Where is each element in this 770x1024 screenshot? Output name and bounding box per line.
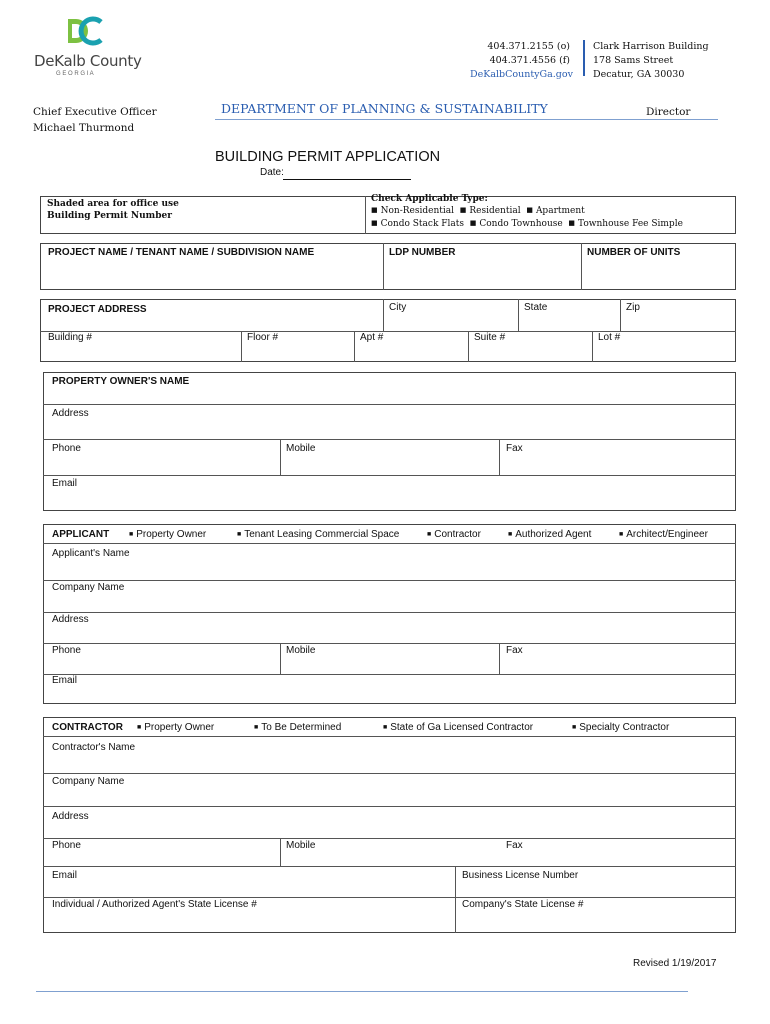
revised-date: Revised 1/19/2017 xyxy=(633,958,717,969)
type-townhouse-fee-simple[interactable]: ■ Townhouse Fee Simple xyxy=(568,219,682,229)
project-address-field[interactable]: PROJECT ADDRESS xyxy=(48,304,147,315)
director-title: Director xyxy=(646,106,691,118)
address-line-1: Clark Harrison Building xyxy=(593,41,709,52)
contractor-address-field[interactable]: Address xyxy=(52,811,89,822)
contractor-phone-field[interactable]: Phone xyxy=(52,840,81,851)
form-title: BUILDING PERMIT APPLICATION xyxy=(215,149,441,165)
website-link[interactable]: DeKalbCountyGa.gov xyxy=(470,69,573,80)
applicant-company-field[interactable]: Company Name xyxy=(52,582,125,593)
phone-fax: 404.371.4556 (f) xyxy=(489,55,570,66)
contractor-fax-field[interactable]: Fax xyxy=(506,840,523,851)
applicant-address-field[interactable]: Address xyxy=(52,614,89,625)
business-license-field[interactable]: Business License Number xyxy=(462,870,579,881)
project-name-field[interactable]: PROJECT NAME / TENANT NAME / SUBDIVISION NAME xyxy=(48,247,315,258)
applicant-opt-tenant[interactable]: ■ Tenant Leasing Commercial Space xyxy=(237,529,399,540)
type-non-residential[interactable]: ■ Non-Residential xyxy=(371,206,454,216)
applicant-opt-property-owner[interactable]: ■ Property Owner xyxy=(129,529,206,540)
building-field[interactable]: Building # xyxy=(48,332,92,343)
company-license-field[interactable]: Company's State License # xyxy=(462,899,584,910)
owner-mobile-field[interactable]: Mobile xyxy=(286,443,316,454)
phone-office: 404.371.2155 (o) xyxy=(487,41,570,52)
apt-field[interactable]: Apt # xyxy=(360,332,384,343)
owner-phone-field[interactable]: Phone xyxy=(52,443,81,454)
contractor-opt-licensed[interactable]: ■ State of Ga Licensed Contractor xyxy=(383,722,533,733)
contractor-name-field[interactable]: Contractor's Name xyxy=(52,742,136,753)
ldp-number-field[interactable]: LDP NUMBER xyxy=(389,247,456,258)
check-type-label: Check Applicable Type: xyxy=(371,194,488,204)
lot-field[interactable]: Lot # xyxy=(598,332,621,343)
ceo-title: Chief Executive Officer xyxy=(33,106,157,118)
applicant-box xyxy=(43,524,736,704)
applicant-mobile-field[interactable]: Mobile xyxy=(286,645,316,656)
applicant-fax-field[interactable]: Fax xyxy=(506,645,523,656)
footer-rule xyxy=(36,991,688,992)
contractor-opt-property-owner[interactable]: ■ Property Owner xyxy=(137,722,214,733)
applicant-email-field[interactable]: Email xyxy=(52,675,78,686)
address-line-2: 178 Sams Street xyxy=(593,55,674,66)
type-condo-stack-flats[interactable]: ■ Condo Stack Flats xyxy=(371,219,464,229)
contractor-company-field[interactable]: Company Name xyxy=(52,776,125,787)
applicant-label: APPLICANT xyxy=(52,529,110,540)
contractor-mobile-field[interactable]: Mobile xyxy=(286,840,316,851)
permit-number-label: Building Permit Number xyxy=(47,211,172,221)
date-label: Date: xyxy=(260,167,284,178)
date-line[interactable] xyxy=(283,179,411,180)
applicant-name-field[interactable]: Applicant's Name xyxy=(52,548,130,559)
ceo-name: Michael Thurmond xyxy=(33,122,135,134)
owner-email-field[interactable]: Email xyxy=(52,478,78,489)
type-residential[interactable]: ■ Residential xyxy=(460,206,521,216)
logo-name: DeKalb County xyxy=(34,52,142,70)
owner-name-field[interactable]: PROPERTY OWNER'S NAME xyxy=(52,376,190,387)
contractor-opt-tbd[interactable]: ■ To Be Determined xyxy=(254,722,341,733)
suite-field[interactable]: Suite # xyxy=(474,332,506,343)
city-field[interactable]: City xyxy=(389,302,407,313)
applicant-opt-contractor[interactable]: ■ Contractor xyxy=(427,529,481,540)
header-rule xyxy=(215,119,718,120)
logo-state: G E O R G I A xyxy=(56,71,94,77)
logo-mark-icon xyxy=(30,16,140,50)
zip-field[interactable]: Zip xyxy=(626,302,640,313)
agent-license-field[interactable]: Individual / Authorized Agent's State License # xyxy=(52,899,257,910)
owner-fax-field[interactable]: Fax xyxy=(506,443,523,454)
contractor-email-field[interactable]: Email xyxy=(52,870,78,881)
county-logo xyxy=(30,16,140,82)
header-divider xyxy=(583,40,585,76)
owner-address-field[interactable]: Address xyxy=(52,408,89,419)
property-owner-box xyxy=(43,372,736,511)
floor-field[interactable]: Floor # xyxy=(247,332,279,343)
type-apartment[interactable]: ■ Apartment xyxy=(526,206,584,216)
number-of-units-field[interactable]: NUMBER OF UNITS xyxy=(587,247,681,258)
applicant-phone-field[interactable]: Phone xyxy=(52,645,81,656)
type-condo-townhouse[interactable]: ■ Condo Townhouse xyxy=(470,219,563,229)
contractor-label: CONTRACTOR xyxy=(52,722,123,733)
department-title: DEPARTMENT OF PLANNING & SUSTAINABILITY xyxy=(221,101,548,116)
applicant-opt-architect[interactable]: ■ Architect/Engineer xyxy=(619,529,708,540)
state-field[interactable]: State xyxy=(524,302,548,313)
contractor-opt-specialty[interactable]: ■ Specialty Contractor xyxy=(572,722,669,733)
address-line-3: Decatur, GA 30030 xyxy=(593,69,685,80)
applicant-opt-authorized-agent[interactable]: ■ Authorized Agent xyxy=(508,529,591,540)
office-use-label: Shaded area for office use xyxy=(47,199,179,209)
